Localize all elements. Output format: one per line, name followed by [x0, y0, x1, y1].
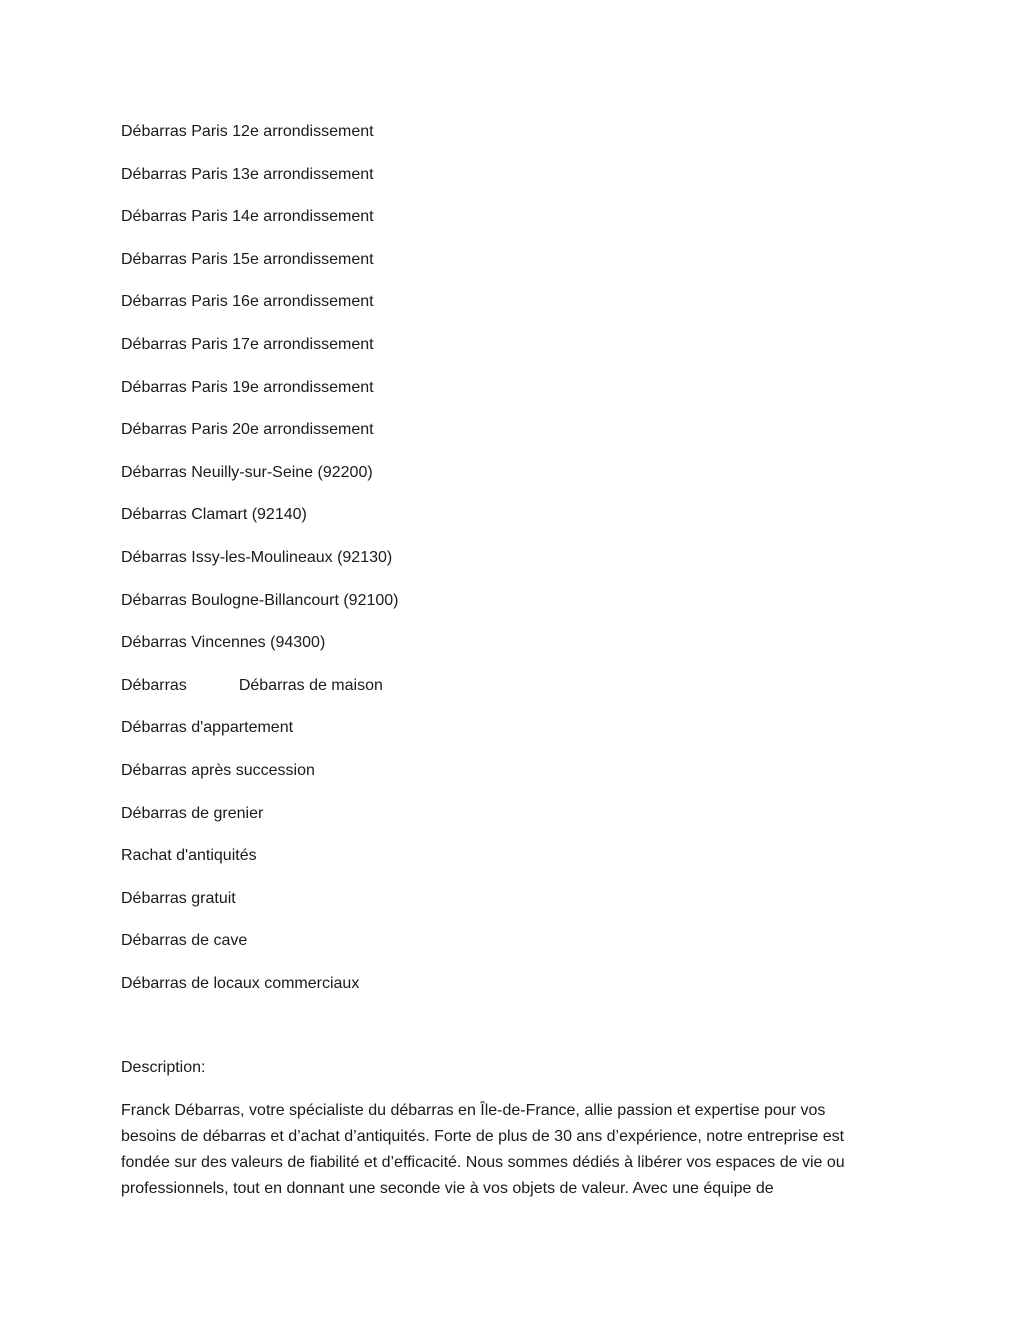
- description-line: Franck Débarras, votre spécialiste du débarras en Île-de-France, allie passion et expertise pour vos: [121, 1102, 826, 1119]
- list-item[interactable]: Débarras Paris 13e arrondissement: [121, 165, 374, 183]
- list-item[interactable]: Débarras de cave: [121, 932, 248, 950]
- list-item[interactable]: Débarras de locaux commerciaux: [121, 974, 360, 992]
- description-line: besoins de débarras et d’achat d’antiquités. Forte de plus de 30 ans d’expérience, notre entreprise est: [121, 1128, 845, 1145]
- list-item[interactable]: Débarras Paris 20e arrondissement: [121, 421, 374, 439]
- list-item[interactable]: Débarras d'appartement: [121, 719, 294, 737]
- list-item[interactable]: Débarras Paris 14e arrondissement: [121, 208, 374, 226]
- description-label: Description:: [121, 1059, 206, 1076]
- list-item[interactable]: Rachat d'antiquités: [121, 847, 257, 865]
- list-item[interactable]: Débarras Paris 16e arrondissement: [121, 293, 374, 311]
- description-line: fondée sur des valeurs de fiabilité et d’efficacité. Nous sommes dédiés à libérer vos espaces de vie ou: [121, 1154, 845, 1171]
- list-item[interactable]: Débarras Vincennes (94300): [121, 634, 326, 652]
- inline-pair-row: [121, 674, 399, 717]
- list-item[interactable]: Débarras Clamart (92140): [121, 506, 307, 524]
- list-item[interactable]: Débarras Issy-les-Moulineaux (92130): [121, 548, 393, 566]
- list-item[interactable]: Débarras Paris 15e arrondissement: [121, 250, 374, 268]
- list-item[interactable]: Débarras gratuit: [121, 889, 236, 907]
- list-item[interactable]: Débarras Paris 19e arrondissement: [121, 378, 374, 396]
- list-item[interactable]: Débarras Neuilly-sur-Seine (92200): [121, 463, 373, 481]
- list-item[interactable]: Débarras Paris 17e arrondissement: [121, 335, 374, 353]
- description-text: [121, 1098, 911, 1202]
- description-line: professionnels, tout en donnant une seconde vie à vos objets de valeur. Avec une équipe de: [121, 1180, 774, 1197]
- list-item[interactable]: Débarras Paris 12e arrondissement: [121, 123, 374, 140]
- list-item[interactable]: Débarras après succession: [121, 761, 315, 779]
- list-item[interactable]: Débarras de maison: [238, 676, 383, 694]
- list-item[interactable]: Débarras Boulogne-Billancourt (92100): [121, 591, 399, 609]
- list-item[interactable]: Débarras de grenier: [121, 804, 264, 822]
- service-link-list: [121, 120, 399, 1014]
- list-item[interactable]: Débarras: [121, 676, 187, 694]
